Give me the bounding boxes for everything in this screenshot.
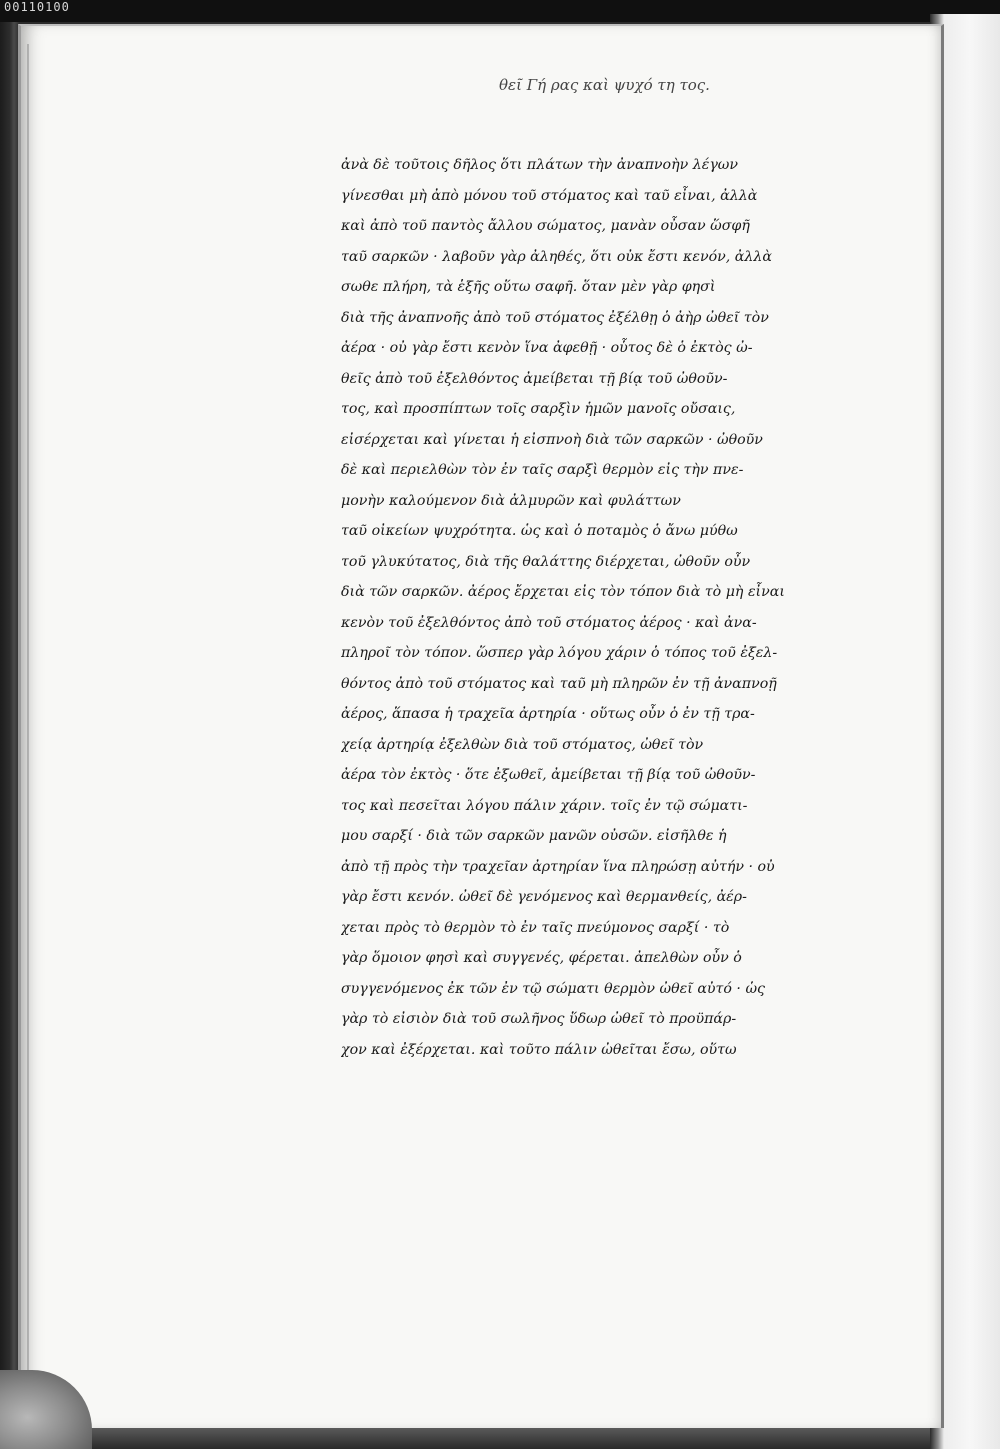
manuscript-line-23: μου σαρξί · διὰ τῶν σαρκῶν μανῶν οὐσῶν. εἰσῆλθε ἡ [341, 828, 727, 844]
manuscript-page [18, 24, 944, 1428]
manuscript-line-20: χείᾳ ἀρτηρίᾳ ἐξελθὼν διὰ τοῦ στόματος, ὠθεῖ τὸν [341, 736, 704, 753]
manuscript-line-27: γὰρ ὅμοιον φησὶ καὶ συγγενές, φέρεται. ἀπελθὼν οὖν ὁ [341, 950, 742, 966]
film-top-strip [0, 0, 1000, 22]
running-header: θεῖ Γή ρας καὶ ψυχό τη τος. [499, 76, 710, 94]
manuscript-text-block [341, 150, 861, 1065]
manuscript-line-26: χεται πρὸς τὸ θερμὸν τὸ ἐν ταῖς πνεύμονος σαρξί · τὸ [341, 919, 730, 936]
manuscript-line-3: καὶ ἀπὸ τοῦ παντὸς ἄλλου σώματος, μανὰν οὖσαν ὥσφῆ [341, 218, 750, 234]
manuscript-line-5: σωθε πλήρη, τὰ ἑξῆς οὕτω σαφῆ. ὅταν μὲν γὰρ φησὶ [341, 279, 716, 295]
manuscript-line-14: τοῦ γλυκύτατος, διὰ τῆς θαλάττης διέρχεται, ὠθοῦν οὖν [341, 553, 751, 570]
manuscript-line-4: ταῦ σαρκῶν · λαβοῦν γὰρ ἀληθές, ὅτι οὐκ ἔστι κενόν, ἀλλὰ [341, 248, 772, 265]
frame-number-label: 00110100 [4, 0, 70, 14]
manuscript-line-6: διὰ τῆς ἀναπνοῆς ἀπὸ τοῦ στόματος ἐξέλθῃ ὁ ἀὴρ ὠθεῖ τὸν [341, 309, 769, 326]
manuscript-line-16: κενὸν τοῦ ἐξελθόντος ἀπὸ τοῦ στόματος ἀέρος · καὶ ἀνα- [341, 614, 757, 631]
manuscript-line-25: γὰρ ἔστι κενόν. ὠθεῖ δὲ γενόμενος καὶ θερμανθείς, ἀέρ- [341, 889, 747, 905]
manuscript-line-18: θόντος ἀπὸ τοῦ στόματος καὶ ταῦ μὴ πληρῶν ἐν τῇ ἀναπνοῇ [341, 675, 777, 692]
manuscript-line-15: διὰ τῶν σαρκῶν. ἀέρος ἔρχεται εἰς τὸν τόπον διὰ τὸ μὴ εἶναι [341, 584, 785, 600]
manuscript-line-19: ἀέρος, ἅπασα ἡ τραχεῖα ἀρτηρία · οὕτως οὖν ὁ ἐν τῇ τρα- [341, 706, 755, 722]
manuscript-line-12: μονὴν καλούμενον διὰ ἀλμυρῶν καὶ φυλάττων [341, 492, 681, 509]
manuscript-line-11: δὲ καὶ περιελθὼν τὸν ἐν ταῖς σαρξὶ θερμὸν εἰς τὴν πνε- [341, 462, 744, 478]
page-binding-shadow [27, 44, 29, 1404]
manuscript-line-29: γὰρ τὸ εἰσιὸν διὰ τοῦ σωλῆνος ὕδωρ ὠθεῖ τὸ προϋπάρ- [341, 1011, 737, 1027]
manuscript-line-2: γίνεσθαι μὴ ἀπὸ μόνου τοῦ στόματος καὶ ταῦ εἶναι, ἀλλὰ [341, 187, 758, 204]
manuscript-line-10: εἰσέρχεται καὶ γίνεται ἡ εἰσπνοὴ διὰ τῶν σαρκῶν · ὠθοῦν [341, 431, 763, 448]
manuscript-line-1: ἀνὰ δὲ τοῦτοις δῆλος ὅτι πλάτων τὴν ἀναπνοὴν λέγων [341, 157, 739, 173]
manuscript-line-8: θεῖς ἀπὸ τοῦ ἐξελθόντος ἀμείβεται τῇ βίᾳ τοῦ ὠθοῦν- [341, 370, 728, 387]
manuscript-line-28: συγγενόμενος ἐκ τῶν ἐν τῷ σώματι θερμὸν ὠθεῖ αὐτό · ὡς [341, 980, 765, 997]
manuscript-line-7: ἀέρα · οὐ γὰρ ἔστι κενὸν ἵνα ἀφεθῇ · οὗτος δὲ ὁ ἐκτὸς ὠ- [341, 340, 753, 356]
manuscript-line-21: ἀέρα τὸν ἐκτὸς · ὅτε ἐξωθεῖ, ἀμείβεται τῇ βίᾳ τοῦ ὠθοῦν- [341, 767, 756, 783]
film-bottom-strip [0, 1428, 930, 1449]
manuscript-line-22: τος καὶ πεσεῖται λόγου πάλιν χάριν. τοῖς ἐν τῷ σώματι- [341, 797, 748, 814]
manuscript-line-13: ταῦ οἰκείων ψυχρότητα. ὡς καὶ ὁ ποταμὸς ὁ ἄνω μύθω [341, 523, 738, 539]
manuscript-line-24: ἀπὸ τῇ πρὸς τὴν τραχεῖαν ἀρτηρίαν ἵνα πληρώσῃ αὐτήν · οὐ [341, 858, 775, 875]
manuscript-line-9: τος, καὶ προσπίπτων τοῖς σαρξὶν ἡμῶν μανοῖς οὔσαις, [341, 401, 736, 417]
manuscript-line-17: πληροῖ τὸν τόπον. ὥσπερ γὰρ λόγου χάριν ὁ τόπος τοῦ ἐξελ- [341, 645, 778, 661]
manuscript-line-30: χον καὶ ἐξέρχεται. καὶ τοῦτο πάλιν ὠθεῖται ἔσω, οὕτω [341, 1041, 737, 1058]
